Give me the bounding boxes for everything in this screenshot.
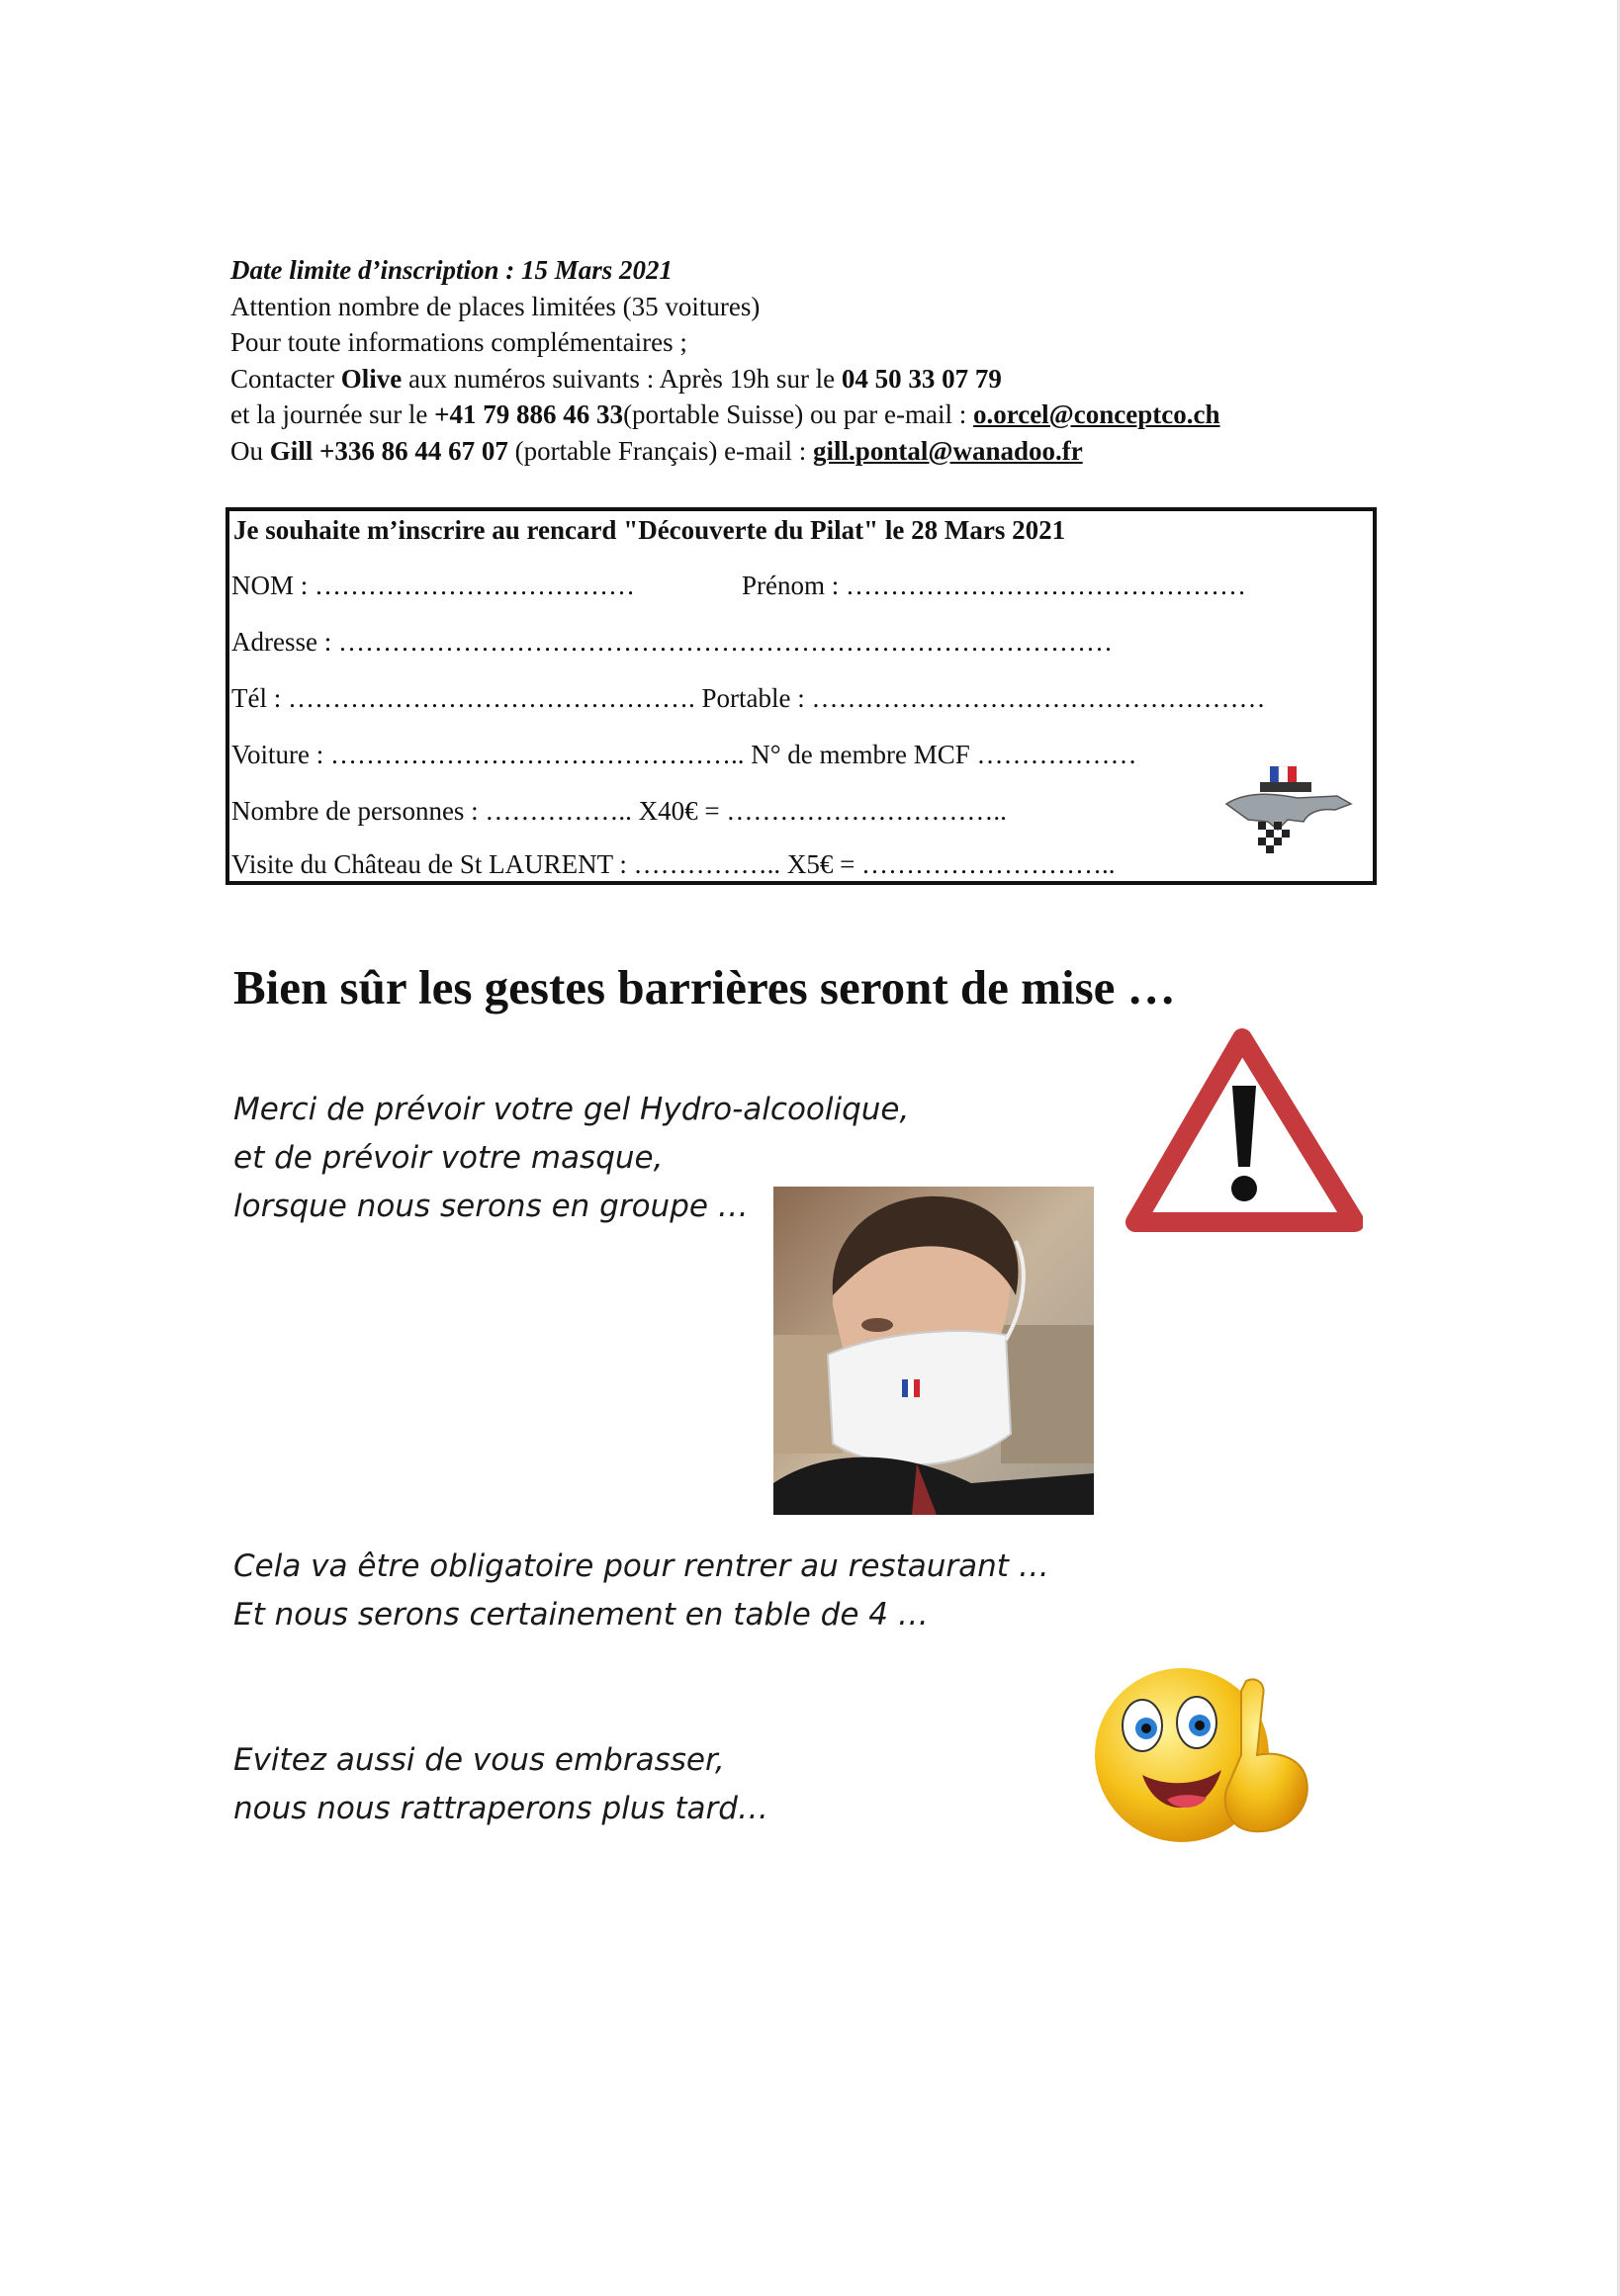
masked-mannequin-photo [773,1187,1094,1515]
prenom-field[interactable]: Prénom : ……………………………………… [742,571,1246,600]
infos-line: Pour toute informations complémentaires ; [230,327,687,357]
adresse-field[interactable]: Adresse : …………………………………………………………………………… [231,627,1113,657]
visite-field[interactable]: Visite du Château de St LAURENT : …………….. X5€ = ……………………….. [231,849,1116,879]
contact-olive-line [230,361,1417,397]
gill-name: Gill +336 86 44 67 07 [269,435,508,466]
kiss-note [233,1736,768,1833]
kiss-note-line-2: nous nous rattraperons plus tard… [233,1791,768,1826]
deadline-line: Date limite d’inscription : 15 Mars 2021 [230,255,674,285]
contact-mid: aux numéros suivants : Après 19h sur le [402,363,842,394]
gel-note-line-3: lorsque nous serons en groupe … [233,1189,749,1224]
tel-field[interactable]: Tél : ………………………………………. Portable : …………………………………………… [231,683,1266,713]
contact-gill-line [230,433,1417,470]
contact-day-line [230,397,1417,433]
gill-email-link[interactable]: gill.pontal@wanadoo.fr [813,435,1083,466]
smiley-finger-emoji-icon [1083,1661,1330,1849]
kiss-note-line-1: Evitez aussi de vous embrasser, [233,1742,725,1778]
warning-triangle-icon [1125,1028,1363,1236]
mustang-club-logo-icon [1218,760,1357,859]
restaurant-note-line-1: Cela va être obligatoire pour rentrer au restaurant … [233,1548,1049,1584]
registration-form [225,507,1377,885]
contact-name: Olive [340,363,403,394]
gill-mid: (portable Français) e-mail : [507,435,814,466]
olive-email-link[interactable]: o.orcel@conceptco.ch [972,399,1220,429]
nom-field[interactable]: NOM : ……………………………… [231,571,636,600]
barrier-heading: Bien sûr les gestes barrières seront de mise … [233,960,1176,1015]
form-title: Je souhaite m’inscrire au rencard "Découverte du Pilat" le 28 Mars 2021 [233,515,1066,545]
voiture-field[interactable]: Voiture : ……………………………………….. N° de membre MCF ……………… [231,740,1137,769]
contact-prefix: Contacter [230,363,341,394]
day-mid: (portable Suisse) ou par e-mail : [623,399,973,429]
nombre-field[interactable]: Nombre de personnes : …………….. X40€ = ………………………….. [231,796,1007,826]
gel-note-line-1: Merci de prévoir votre gel Hydro-alcoolique, [233,1092,910,1127]
places-line: Attention nombre de places limitées (35 voitures) [230,291,761,321]
gel-note-line-2: et de prévoir votre masque, [233,1140,664,1176]
day-phone: +41 79 886 46 33 [434,399,624,429]
day-prefix: et la journée sur le [230,399,435,429]
info-block [230,252,1417,469]
contact-phone: 04 50 33 07 79 [841,363,1002,394]
gill-prefix: Ou [230,435,270,466]
restaurant-note-line-2: Et nous serons certainement en table de 4 … [233,1597,929,1633]
restaurant-note [233,1543,1049,1639]
